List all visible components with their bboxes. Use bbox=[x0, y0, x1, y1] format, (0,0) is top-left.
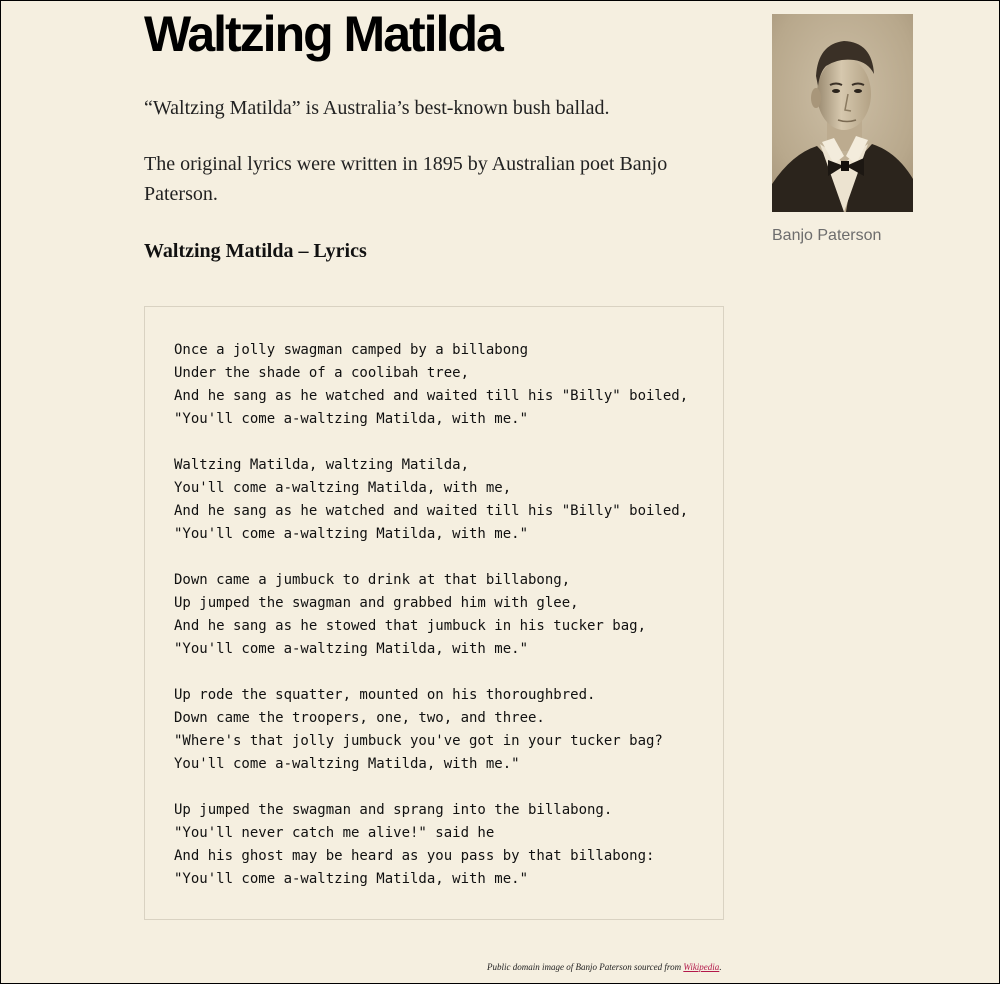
lyrics-line: And his ghost may be heard as you pass by that billabong: bbox=[174, 848, 655, 864]
lyrics-line: Waltzing Matilda, waltzing Matilda, bbox=[174, 457, 470, 473]
lyrics-line: "You'll come a-waltzing Matilda, with me." bbox=[174, 871, 529, 887]
lyrics-line: Up jumped the swagman and grabbed him with glee, bbox=[174, 595, 579, 611]
lyrics-line: "You'll never catch me alive!" said he bbox=[174, 825, 495, 841]
lyrics-line: "You'll come a-waltzing Matilda, with me." bbox=[174, 526, 529, 542]
lyrics-line: And he sang as he watched and waited till his "Billy" boiled, bbox=[174, 388, 689, 404]
page-title: Waltzing Matilda bbox=[144, 6, 502, 62]
portrait-image bbox=[772, 14, 913, 212]
lyrics-line: Down came the troopers, one, two, and three. bbox=[174, 710, 545, 726]
lyrics-blank-line bbox=[174, 661, 694, 684]
image-credit bbox=[487, 960, 722, 974]
lyrics-blank-line bbox=[174, 546, 694, 569]
history-paragraph: The original lyrics were written in 1895 by Australian poet Banjo Paterson. bbox=[144, 153, 668, 205]
lyrics-line: You'll come a-waltzing Matilda, with me." bbox=[174, 756, 520, 772]
lyrics-line: You'll come a-waltzing Matilda, with me, bbox=[174, 480, 512, 496]
image-credit-end: . bbox=[719, 962, 722, 972]
lyrics-line: "You'll come a-waltzing Matilda, with me." bbox=[174, 411, 529, 427]
portrait-photo bbox=[772, 14, 913, 212]
lyrics-line: And he sang as he stowed that jumbuck in his tucker bag, bbox=[174, 618, 647, 634]
lyrics-line: Under the shade of a coolibah tree, bbox=[174, 365, 470, 381]
lyrics-line: "You'll come a-waltzing Matilda, with me." bbox=[174, 641, 529, 657]
lyrics-blank-line bbox=[174, 776, 694, 799]
lyrics-line: Once a jolly swagman camped by a billabong bbox=[174, 342, 529, 358]
lyrics-line: And he sang as he watched and waited till his "Billy" boiled, bbox=[174, 503, 689, 519]
lyrics-line: "Where's that jolly jumbuck you've got in your tucker bag? bbox=[174, 733, 663, 749]
wikipedia-link[interactable]: Wikipedia bbox=[683, 962, 720, 972]
portrait-caption: Banjo Paterson bbox=[772, 227, 882, 244]
lyrics-line: Up rode the squatter, mounted on his thoroughbred. bbox=[174, 687, 596, 703]
lyrics-line: Up jumped the swagman and sprang into the billabong. bbox=[174, 802, 613, 818]
image-credit-text: Public domain image of Banjo Paterson sourced from bbox=[487, 962, 684, 972]
lyrics-heading: Waltzing Matilda – Lyrics bbox=[144, 240, 367, 262]
lyrics-line: Down came a jumbuck to drink at that billabong, bbox=[174, 572, 571, 588]
intro-paragraph: “Waltzing Matilda” is Australia’s best-known bush ballad. bbox=[144, 97, 610, 119]
lyrics-blank-line bbox=[174, 431, 694, 454]
lyrics-block bbox=[144, 306, 724, 920]
